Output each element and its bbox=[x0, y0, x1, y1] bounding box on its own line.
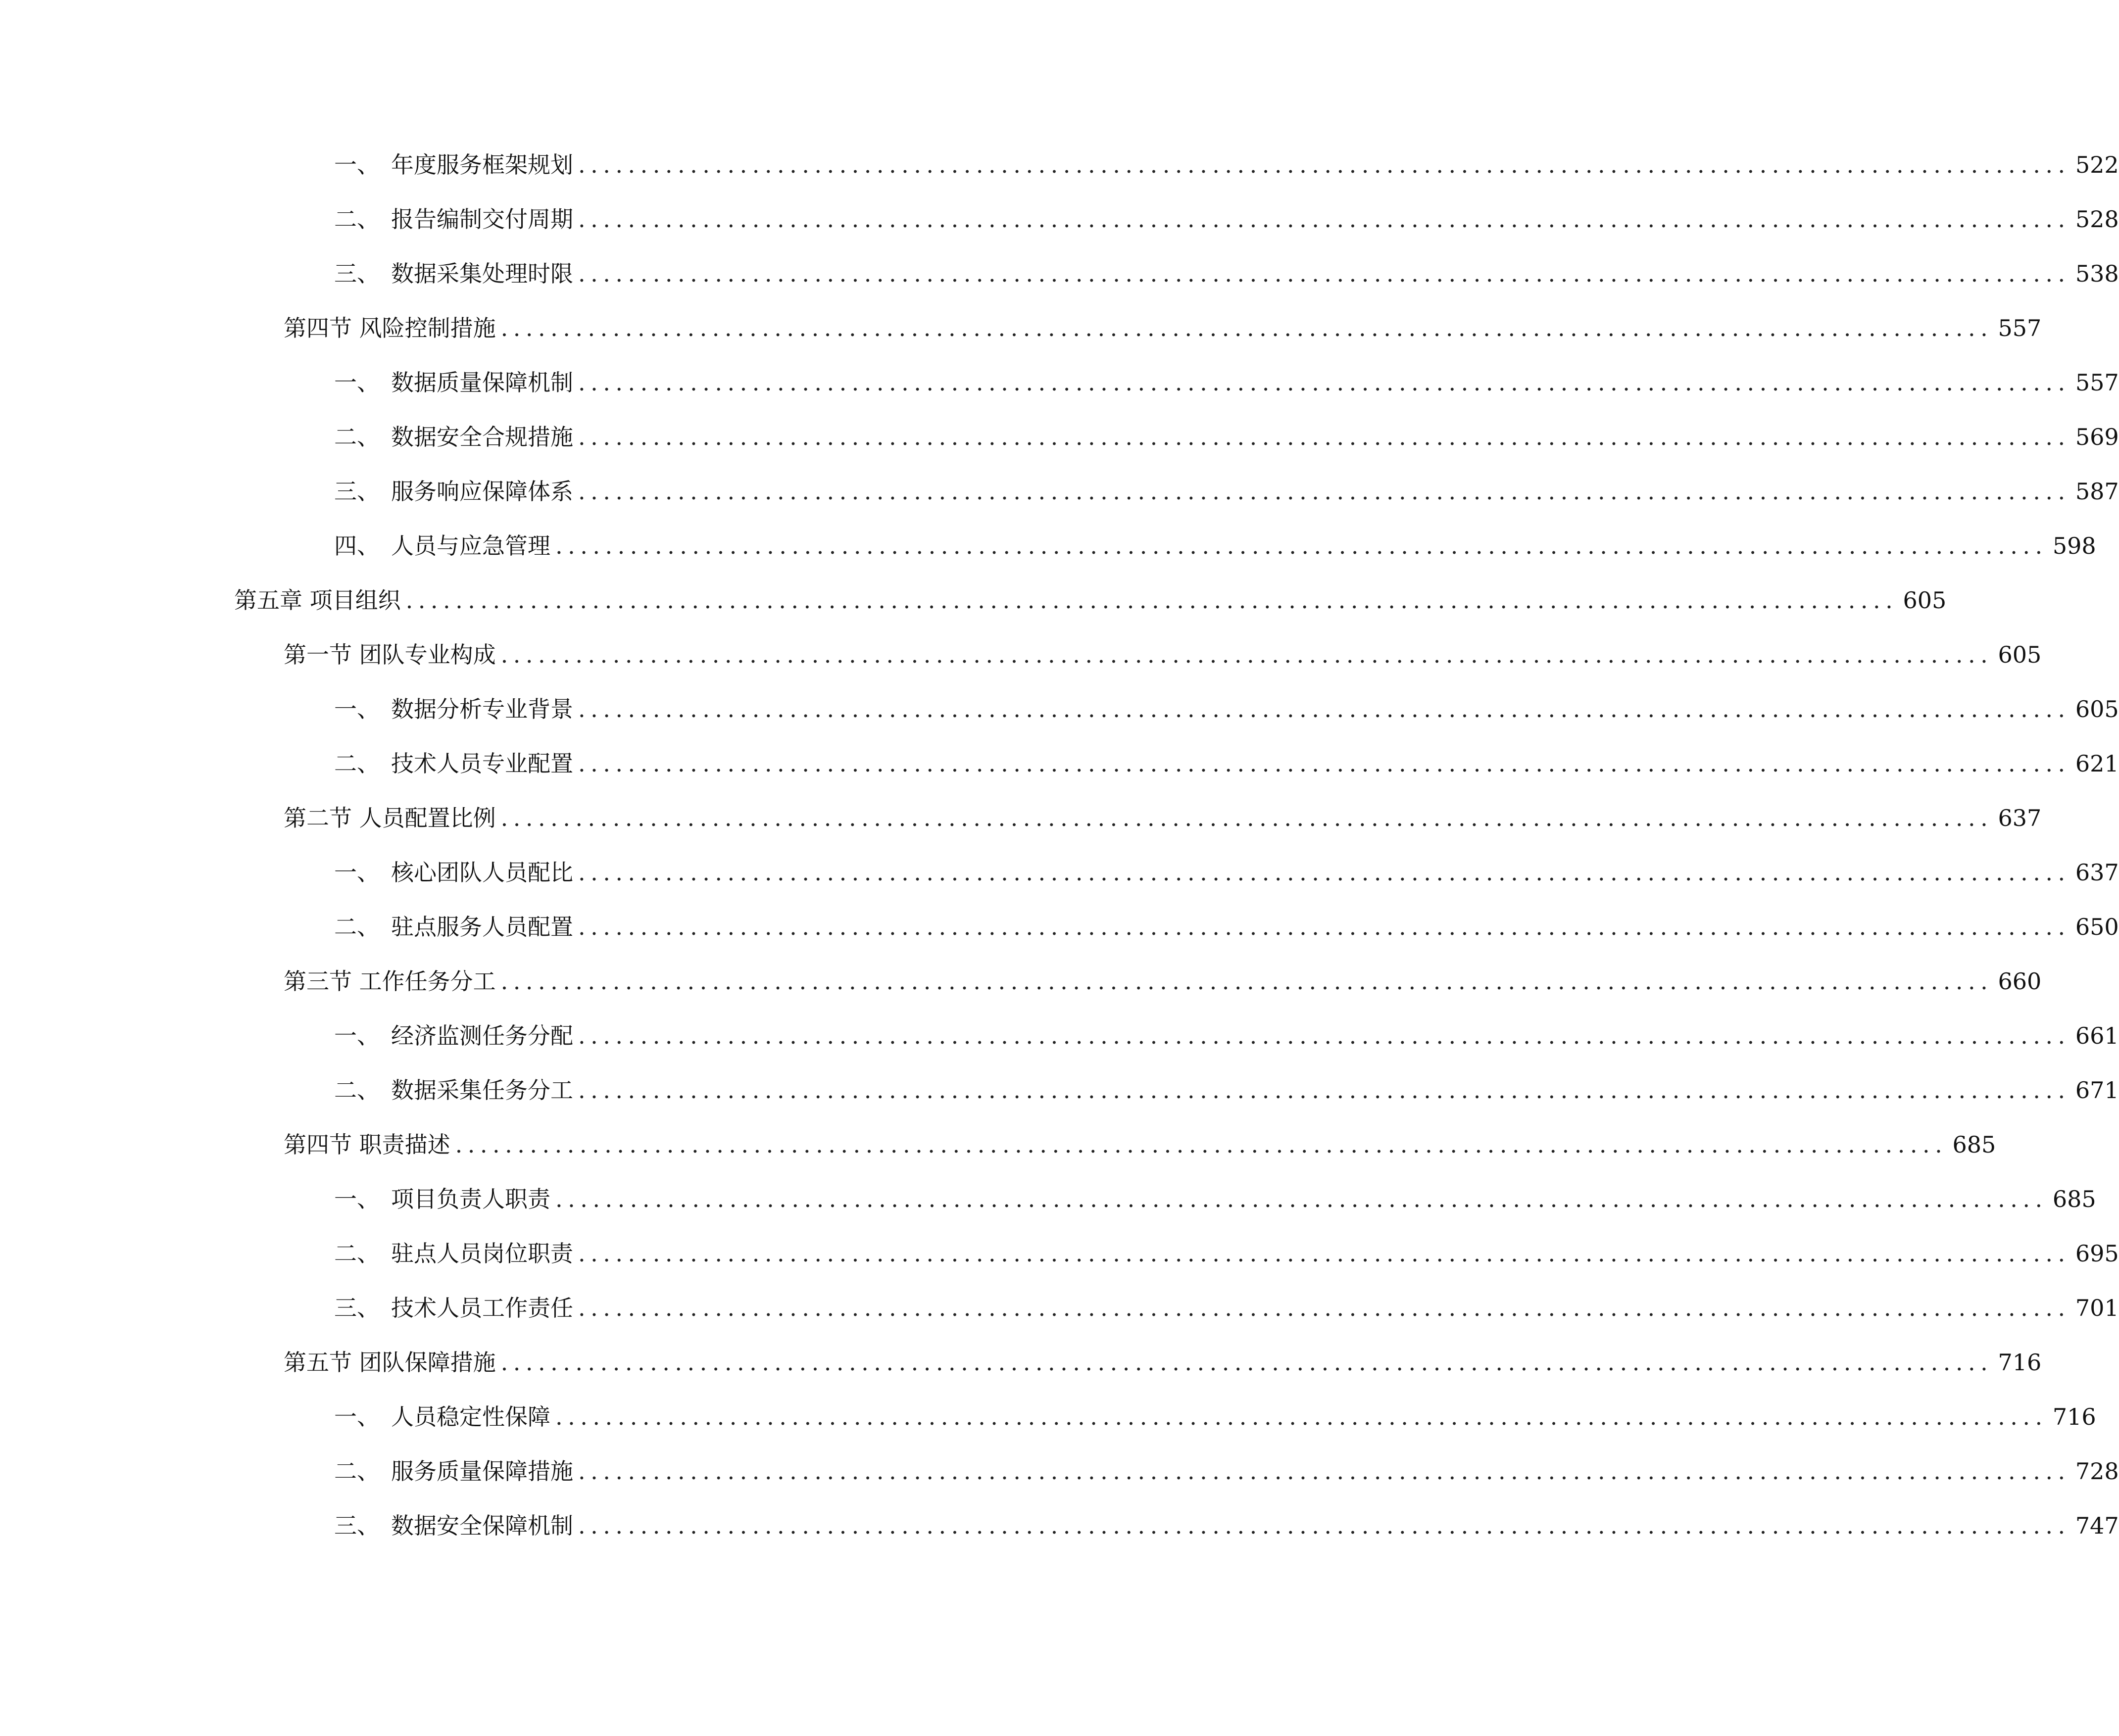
toc-entry-label: 三、 数据采集处理时限 bbox=[334, 260, 573, 287]
toc-entry-page: 557 bbox=[1998, 315, 2042, 341]
toc-entry-label: 第一节 团队专业构成 bbox=[284, 641, 496, 668]
toc-entry-label: 第四节 职责描述 bbox=[284, 1131, 450, 1158]
toc-entry-label: 一、 项目负责人职责 bbox=[334, 1186, 550, 1212]
toc-entry-label: 一、 年度服务框架规划 bbox=[334, 151, 573, 178]
toc-entry-label: 二、 技术人员专业配置 bbox=[334, 750, 573, 777]
toc-entry-label: 三、 数据安全保障机制 bbox=[334, 1512, 573, 1539]
toc-entry-label: 一、 数据分析专业背景 bbox=[334, 696, 573, 723]
toc-entry-page: 685 bbox=[2052, 1186, 2096, 1212]
toc-leader-dots: ........................................................................................................................ bbox=[578, 859, 2070, 886]
toc-entry[interactable] bbox=[334, 1508, 2119, 1543]
toc-entry-label: 四、 人员与应急管理 bbox=[334, 532, 550, 559]
toc-leader-dots: ........................................................................................................................ bbox=[555, 532, 2048, 559]
toc-entry[interactable] bbox=[334, 1454, 2119, 1489]
toc-entry-page: 605 bbox=[1903, 587, 1947, 614]
toc-entry[interactable] bbox=[334, 855, 2119, 890]
toc-leader-dots: ........................................................................................................................ bbox=[578, 750, 2070, 777]
toc-entry[interactable] bbox=[334, 365, 2119, 400]
toc-leader-dots: ........................................................................................................................ bbox=[578, 260, 2070, 287]
toc-leader-dots: ........................................................................................................................ bbox=[455, 1131, 1948, 1158]
toc-entry[interactable] bbox=[334, 474, 2119, 509]
toc-entry-page: 569 bbox=[2075, 424, 2119, 450]
toc-entry-page: 557 bbox=[2075, 369, 2119, 396]
toc-entry-page: 598 bbox=[2052, 532, 2096, 559]
toc-leader-dots: ........................................................................................................................ bbox=[578, 206, 2070, 233]
toc-entry[interactable] bbox=[334, 256, 2119, 291]
toc-entry-label: 第五章 项目组织 bbox=[234, 587, 401, 614]
toc-entry[interactable] bbox=[284, 1127, 1996, 1162]
toc-entry[interactable] bbox=[334, 1236, 2119, 1271]
toc-entry-label: 一、 经济监测任务分配 bbox=[334, 1022, 573, 1049]
toc-leader-dots: ........................................................................................................................ bbox=[500, 1349, 1993, 1376]
toc-entry[interactable] bbox=[334, 1291, 2119, 1325]
toc-entry-label: 第三节 工作任务分工 bbox=[284, 968, 496, 995]
toc-entry-page: 747 bbox=[2075, 1512, 2119, 1539]
toc-leader-dots: ........................................................................................................................ bbox=[578, 1077, 2070, 1104]
toc-leader-dots: ........................................................................................................................ bbox=[578, 1022, 2070, 1049]
toc-entry[interactable] bbox=[284, 637, 2042, 672]
toc-entry[interactable] bbox=[334, 147, 2119, 182]
toc-entry-page: 528 bbox=[2075, 206, 2119, 233]
toc-leader-dots: ........................................................................................................................ bbox=[500, 315, 1993, 341]
toc-leader-dots: ........................................................................................................................ bbox=[555, 1403, 2048, 1430]
toc-leader-dots: ........................................................................................................................ bbox=[500, 968, 1993, 995]
toc-entry-label: 二、 报告编制交付周期 bbox=[334, 206, 573, 233]
toc-entry[interactable] bbox=[334, 529, 2096, 563]
toc-entry-page: 621 bbox=[2075, 750, 2119, 777]
toc-entry-page: 661 bbox=[2075, 1022, 2119, 1049]
toc-entry-page: 587 bbox=[2075, 478, 2119, 505]
toc-entry-label: 第五节 团队保障措施 bbox=[284, 1349, 496, 1376]
toc-entry-label: 一、 人员稳定性保障 bbox=[334, 1403, 550, 1430]
toc-entry-label: 二、 服务质量保障措施 bbox=[334, 1458, 573, 1485]
toc-entry[interactable] bbox=[334, 910, 2119, 944]
toc-entry-label: 三、 服务响应保障体系 bbox=[334, 478, 573, 505]
toc-entry[interactable] bbox=[334, 1182, 2096, 1216]
toc-entry-page: 538 bbox=[2075, 260, 2119, 287]
toc-entry-page: 522 bbox=[2075, 151, 2119, 178]
toc-entry-page: 695 bbox=[2075, 1240, 2119, 1267]
toc-entry[interactable] bbox=[234, 583, 1947, 618]
toc-entry-page: 650 bbox=[2075, 914, 2119, 940]
toc-leader-dots: ........................................................................................................................ bbox=[578, 151, 2070, 178]
toc-entry-page: 716 bbox=[1998, 1349, 2042, 1376]
toc-leader-dots: ........................................................................................................................ bbox=[578, 369, 2070, 396]
toc-entry-label: 二、 驻点人员岗位职责 bbox=[334, 1240, 573, 1267]
toc-leader-dots: ........................................................................................................................ bbox=[578, 1512, 2070, 1539]
toc-entry[interactable] bbox=[334, 1399, 2096, 1434]
toc-entry-page: 605 bbox=[2075, 696, 2119, 723]
toc-entry[interactable] bbox=[334, 420, 2119, 454]
toc-leader-dots: ........................................................................................................................ bbox=[500, 641, 1993, 668]
toc-entry[interactable] bbox=[334, 1073, 2119, 1108]
toc-entry-label: 一、 核心团队人员配比 bbox=[334, 859, 573, 886]
toc-entry[interactable] bbox=[284, 801, 2042, 835]
toc-entry-label: 第四节 风险控制措施 bbox=[284, 315, 496, 341]
toc-leader-dots: ........................................................................................................................ bbox=[578, 696, 2070, 723]
toc-entry-page: 685 bbox=[1952, 1131, 1996, 1158]
toc-leader-dots: ........................................................................................................................ bbox=[578, 914, 2070, 940]
toc-entry[interactable] bbox=[334, 746, 2119, 781]
toc-leader-dots: ........................................................................................................................ bbox=[578, 1240, 2070, 1267]
toc-entry[interactable] bbox=[334, 692, 2119, 726]
toc-entry-page: 605 bbox=[1998, 641, 2042, 668]
toc-entry-page: 671 bbox=[2075, 1077, 2119, 1104]
toc-entry[interactable] bbox=[284, 311, 2042, 345]
toc-entry[interactable] bbox=[284, 964, 2042, 999]
toc-entry-label: 第二节 人员配置比例 bbox=[284, 805, 496, 831]
toc-entry-label: 三、 技术人员工作责任 bbox=[334, 1295, 573, 1321]
toc-leader-dots: ........................................................................................................................ bbox=[405, 587, 1898, 614]
toc-entry-page: 716 bbox=[2052, 1403, 2096, 1430]
toc-entry[interactable] bbox=[334, 202, 2119, 237]
toc-entry-label: 二、 数据安全合规措施 bbox=[334, 424, 573, 450]
toc-leader-dots: ........................................................................................................................ bbox=[578, 478, 2070, 505]
toc-entry[interactable] bbox=[284, 1345, 2042, 1380]
toc-leader-dots: ........................................................................................................................ bbox=[578, 424, 2070, 450]
toc-entry[interactable] bbox=[334, 1018, 2119, 1053]
toc-leader-dots: ........................................................................................................................ bbox=[578, 1295, 2070, 1321]
toc-entry-label: 二、 驻点服务人员配置 bbox=[334, 914, 573, 940]
toc-entry-label: 一、 数据质量保障机制 bbox=[334, 369, 573, 396]
toc-entry-page: 701 bbox=[2075, 1295, 2119, 1321]
toc-leader-dots: ........................................................................................................................ bbox=[578, 1458, 2070, 1485]
toc-entry-page: 637 bbox=[1998, 805, 2042, 831]
toc-leader-dots: ........................................................................................................................ bbox=[500, 805, 1993, 831]
toc-entry-label: 二、 数据采集任务分工 bbox=[334, 1077, 573, 1104]
toc-entry-page: 728 bbox=[2075, 1458, 2119, 1485]
toc-entry-page: 660 bbox=[1998, 968, 2042, 995]
toc-leader-dots: ........................................................................................................................ bbox=[555, 1186, 2048, 1212]
toc-entry-page: 637 bbox=[2075, 859, 2119, 886]
